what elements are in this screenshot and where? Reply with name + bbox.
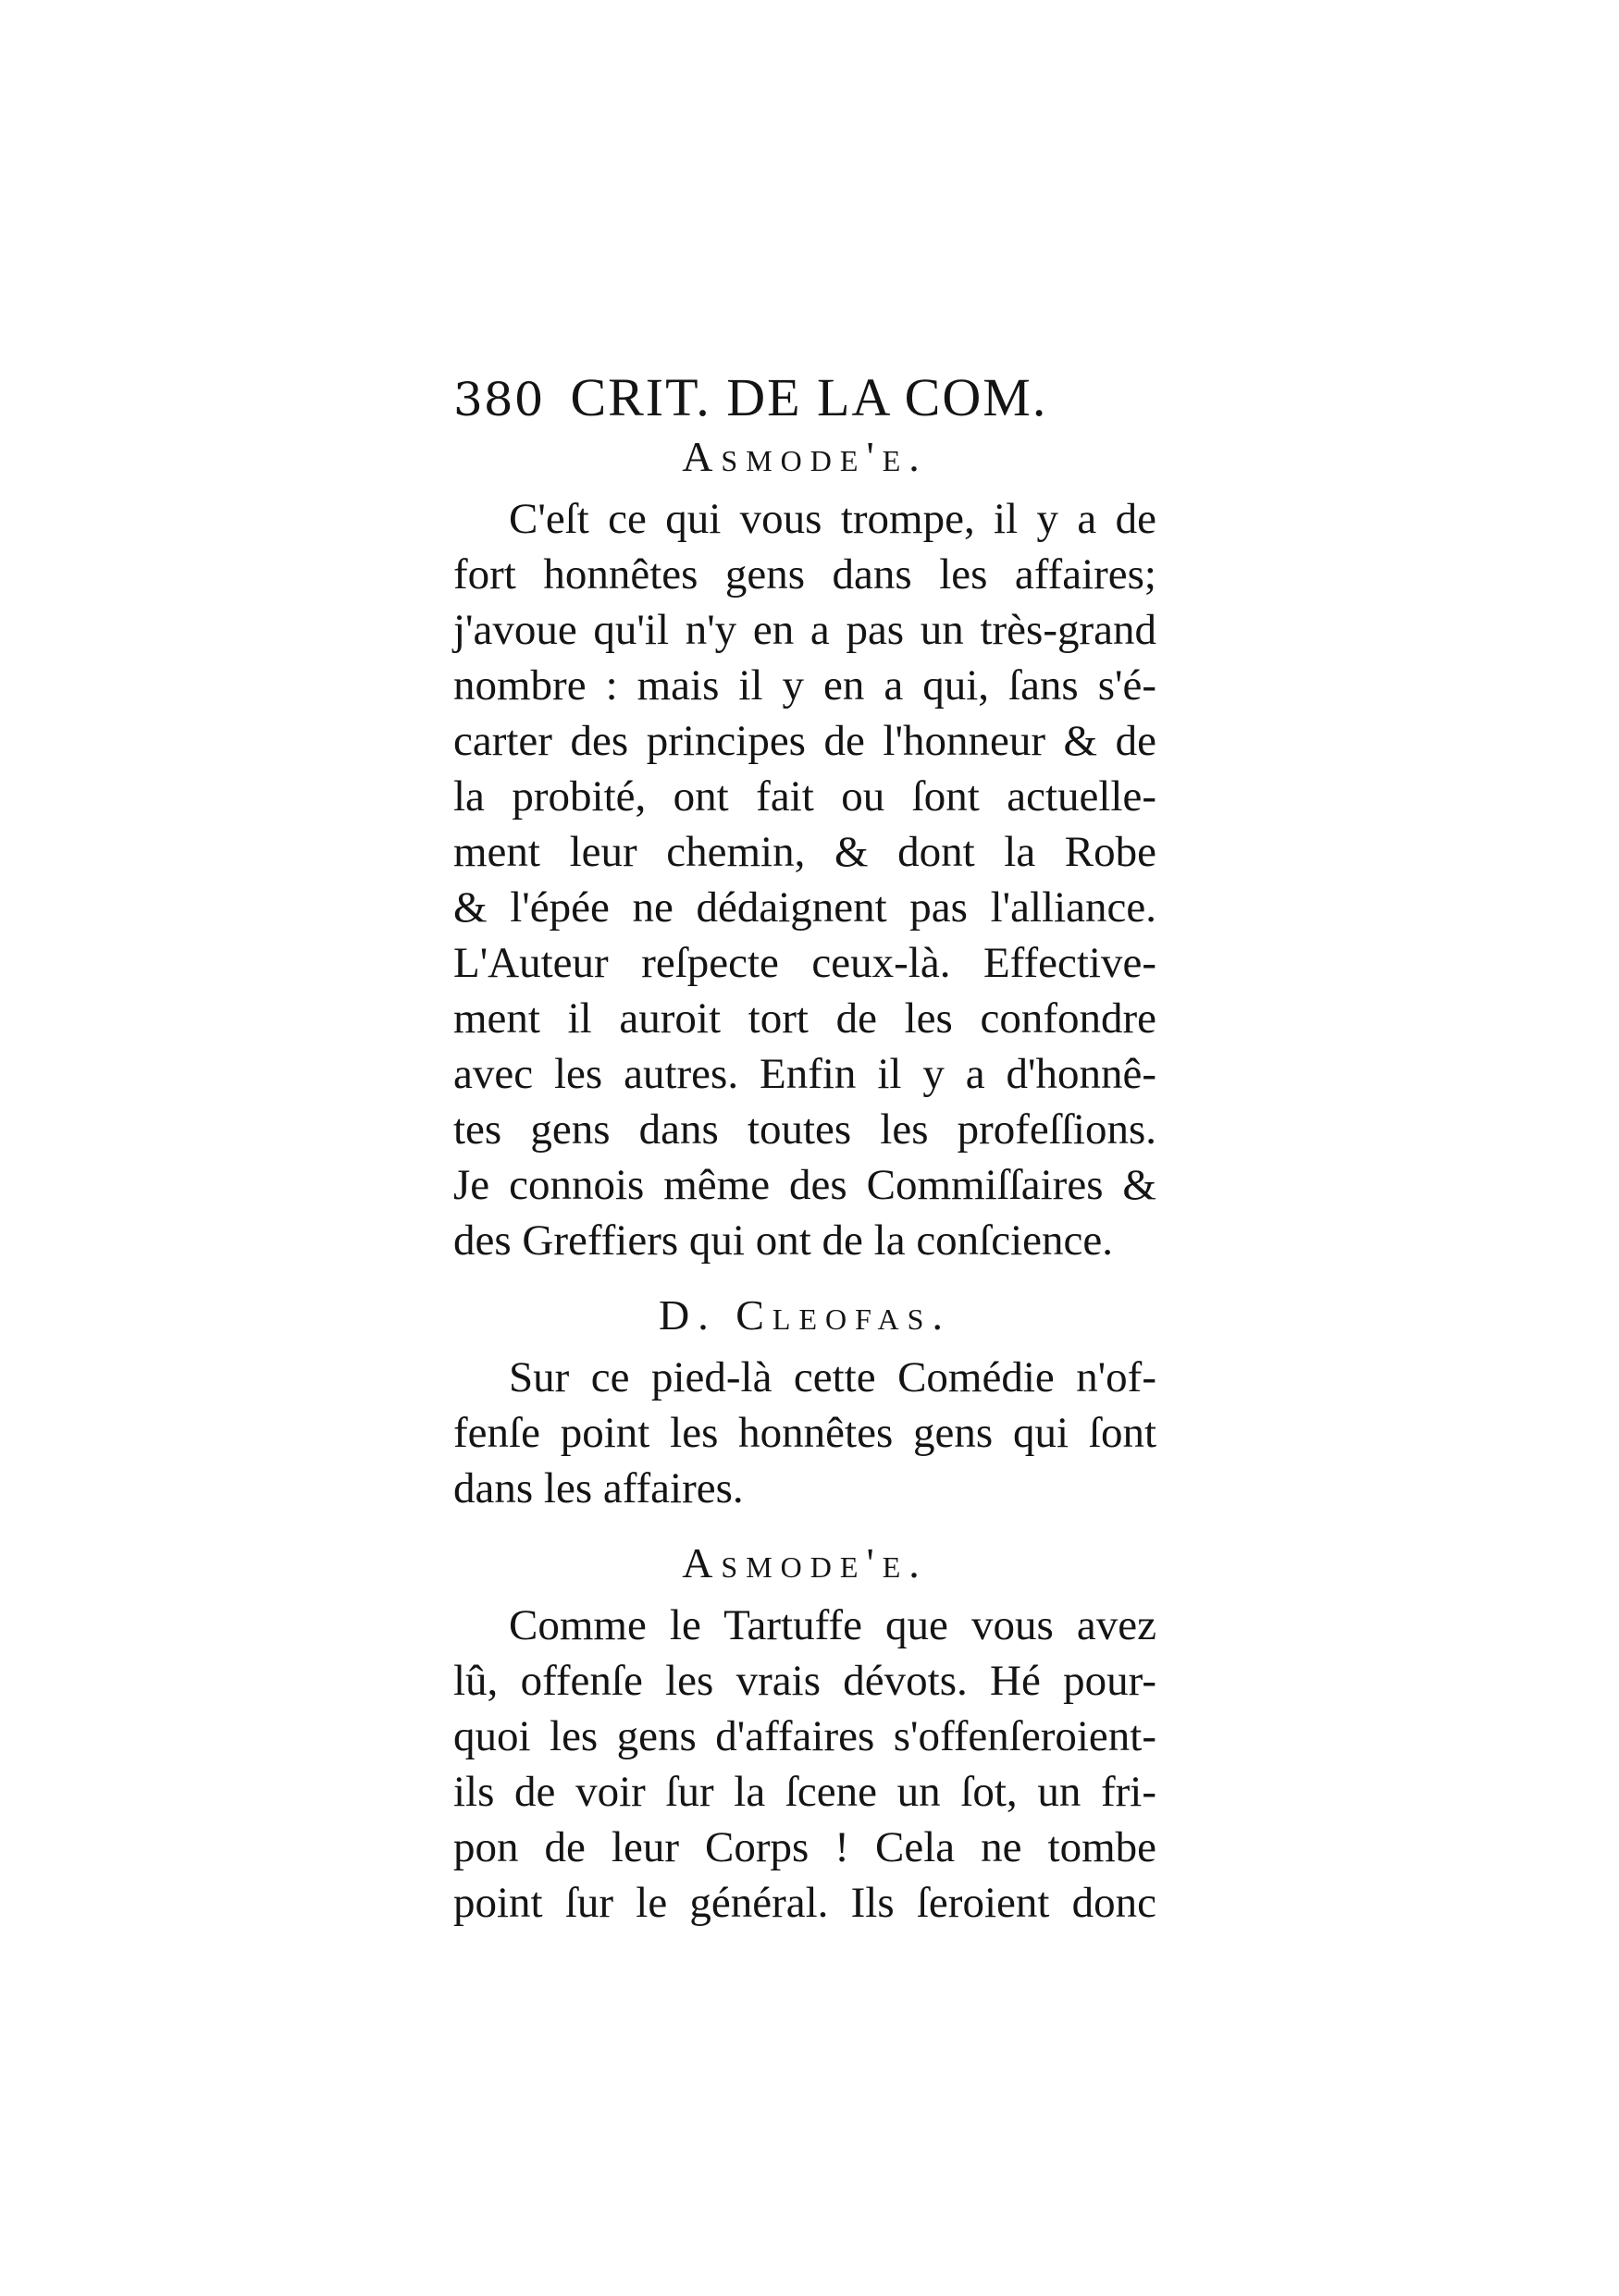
text-line: carter des principes de l'honneur & de xyxy=(453,717,1156,765)
speaker-name: Asmode'e. xyxy=(682,433,928,480)
speech-paragraph xyxy=(453,1598,1156,1931)
text-line: Je connois même des Commiſſaires & xyxy=(453,1161,1156,1209)
speaker-name: Asmode'e. xyxy=(682,1539,928,1586)
running-title: CRIT. DE LA COM. xyxy=(570,367,1048,427)
text-line: nombre : mais il y en a qui, ſans s'é- xyxy=(453,661,1156,710)
text-line: Comme le Tartuffe que vous avez xyxy=(509,1601,1156,1649)
text-line: lû, offenſe les vrais dévots. Hé pour- xyxy=(453,1657,1156,1705)
text-line: avec les autres. Enfin il y a d'honnê- xyxy=(453,1050,1156,1098)
text-line: Sur ce pied-là cette Comédie n'of- xyxy=(509,1353,1156,1401)
text-line: ils de voir ſur la ſcene un ſot, un fri- xyxy=(453,1768,1156,1816)
text-line: des Greffiers qui ont de la conſcience. xyxy=(453,1216,1113,1265)
text-line: L'Auteur reſpecte ceux-là. Effectivе- xyxy=(453,939,1156,987)
text-line: j'avoue qu'il n'y en a pas un très-grand xyxy=(453,606,1156,654)
text-line: dans les affaires. xyxy=(453,1464,744,1512)
running-head xyxy=(453,365,1156,430)
text-line: la probité, ont fait ou ſont actuelle- xyxy=(453,772,1156,821)
text-line: C'eſt ce qui vous trompe, il y a de xyxy=(509,495,1156,543)
text-line: quoi les gens d'affaires s'offenſeroient- xyxy=(453,1712,1156,1760)
speech-paragraph xyxy=(453,1350,1156,1516)
text-line: ment il auroit tort de les confondre xyxy=(453,994,1156,1043)
page-number: 380 xyxy=(453,373,545,426)
text-line: fenſe point les honnêtes gens qui ſont xyxy=(453,1409,1156,1457)
text-line: ment leur chemin, & dont la Robe xyxy=(453,828,1156,876)
speaker-name: D. Cleofas. xyxy=(659,1291,951,1339)
text-line: pon de leur Corps ! Cela ne tombe xyxy=(453,1823,1156,1871)
text-line: & l'épée ne dédaignent pas l'alliance. xyxy=(453,883,1156,932)
text-line: tes gens dans toutes les profeſſions. xyxy=(453,1105,1156,1154)
speech-paragraph xyxy=(453,491,1156,1268)
text-line: point ſur le général. Ils ſeroient donc xyxy=(453,1879,1156,1927)
book-page xyxy=(453,365,1156,1931)
text-line: fort honnêtes gens dans les affaires; xyxy=(453,550,1156,599)
